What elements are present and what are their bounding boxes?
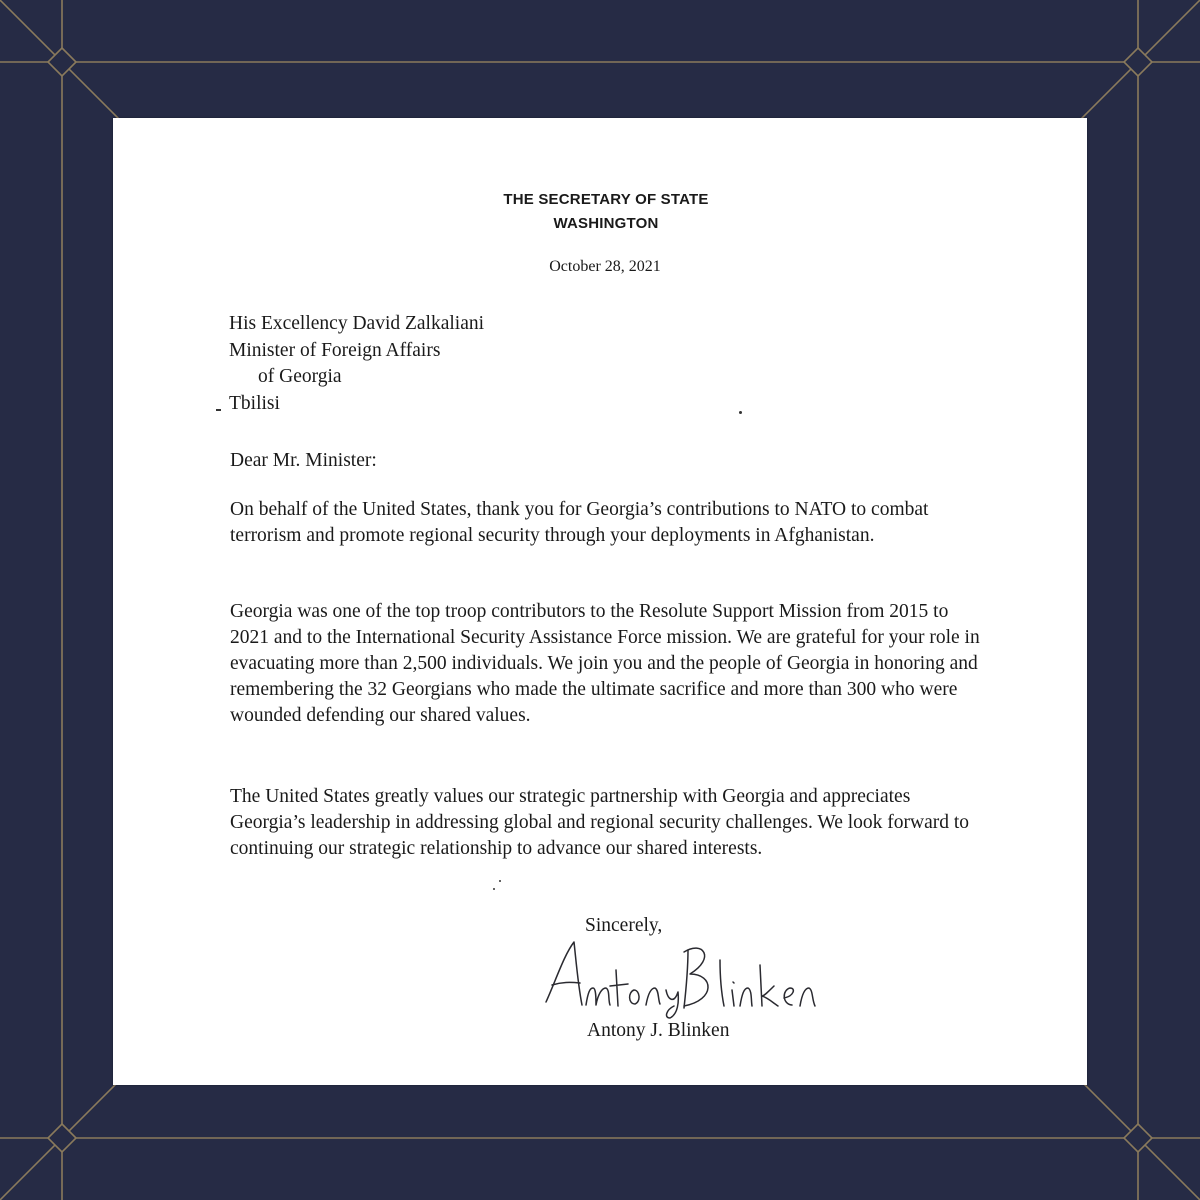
recipient-country: of Georgia	[258, 366, 342, 387]
recipient-city: Tbilisi	[229, 392, 280, 414]
handwritten-signature	[538, 930, 838, 1020]
letterhead-title: THE SECRETARY OF STATE	[503, 191, 709, 208]
scan-speck	[216, 409, 221, 411]
paragraph-1: On behalf of the United States, thank you for Georgia’s contributions to NATO to combat terrorism and promote regional security through your deployments in Afghanistan.	[230, 499, 929, 546]
scan-speck	[499, 880, 501, 882]
salutation: Dear Mr. Minister:	[230, 450, 377, 471]
signer-name: Antony J. Blinken	[587, 1020, 730, 1041]
paragraph-2: Georgia was one of the top troop contributors to the Resolute Support Mission from 2015 to 2021 and to the International Security Assistance Force mission. We are grateful for your role in evacuating more than 2,500 individuals. We join you and the people of Georgia in honoring and remembering the 32 Georgians who made the ultimate sacrifice and more than 300 who were wounded defending our shared values.	[230, 601, 980, 726]
letter-date: October 28, 2021	[549, 258, 661, 275]
recipient-address	[229, 311, 484, 417]
recipient-title: Minister of Foreign Affairs	[229, 339, 441, 361]
scan-speck	[739, 411, 742, 414]
scan-speck	[493, 888, 495, 890]
closing: Sincerely,	[585, 915, 663, 936]
letter-page	[113, 118, 1087, 1085]
paragraph-3: The United States greatly values our strategic partnership with Georgia and appreciates Georgia’s leadership in addressing global and regional security challenges. We look forward to continuing our strategic relationship to advance our shared interests.	[230, 786, 970, 859]
letterhead-city: WASHINGTON	[553, 215, 659, 232]
recipient-name: His Excellency David Zalkaliani	[229, 313, 485, 334]
